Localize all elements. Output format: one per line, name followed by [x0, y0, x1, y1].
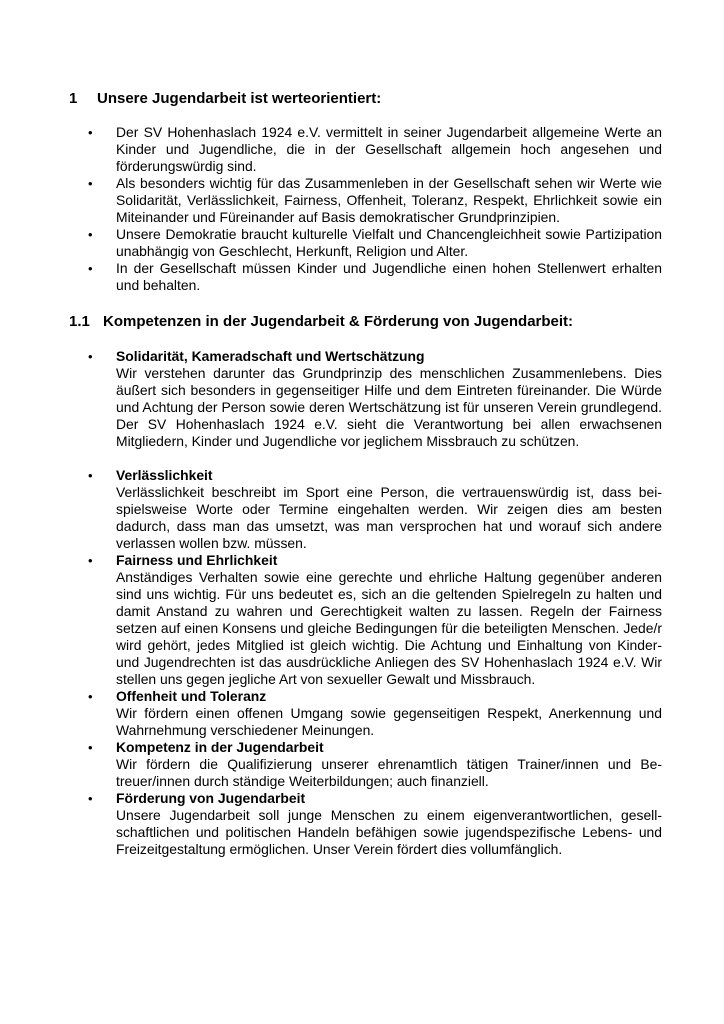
list-item: [0, 467, 724, 552]
list-item-text: In der Gesellschaft müssen Kinder und Jugendliche einen hohen Stellenwert erhalten und behalten.: [116, 260, 662, 293]
bullet-icon: •: [88, 125, 93, 140]
competencies-list: [0, 348, 724, 858]
list-item: [0, 688, 724, 739]
section-title: Unsere Jugendarbeit ist werteorientiert:: [97, 90, 382, 107]
list-item-title: Offenheit und Toleranz: [116, 688, 267, 704]
subsection-heading: [69, 313, 573, 331]
list-item: [0, 552, 724, 688]
list-item-text: Unsere Jugendarbeit soll junge Menschen zu einem eigenverantwortlichen, gesellschaftlichen und politischen Handeln befähigen sowie jugendspezifische Lebens- und Freizeitgestaltung ermöglichen. Unser Verein fördert dies vollumfänglich.: [116, 807, 662, 857]
list-item-text: Wir fördern einen offenen Umgang sowie gegenseitigen Respekt, Anerkennung und Wahrnehmung verschiedener Meinungen.: [116, 705, 662, 738]
section-number: 1: [69, 90, 78, 107]
list-item-text: Wir verstehen darunter das Grundprinzip des menschlichen Zusammenlebens. Dies äußert sich besonders in gegenseitiger Hilfe und dem Eintreten füreinander. Die Würde und Achtung der Person sowie deren Wertschätzung ist für unseren Verein grundlegend. Der SV Hohenhaslach 1924 e.V. sieht die Verantwortung bei allen erwachsenen Mitgliedern, Kinder und Jugendliche vor jeglichem Missbrauch zu schützen.: [116, 365, 662, 449]
list-item: [0, 790, 724, 858]
list-item: [0, 260, 724, 294]
bullet-icon: •: [88, 791, 93, 806]
list-item-title: Verlässlichkeit: [116, 467, 213, 483]
list-item-text: Verlässlichkeit beschreibt im Sport eine Person, die vertrauenswürdig ist, dass beispielsweise Worte oder Termine eingehalten werden. Wir zeigen dies am besten dadurch, dass man das umsetzt, was man versprochen hat und worauf sich andere verlassen wollen bzw. müssen.: [116, 484, 662, 551]
list-item-text: Als besonders wichtig für das Zusammenleben in der Gesellschaft sehen wir Werte wie Solidarität, Verlässlichkeit, Fairness, Offenheit, Toleranz, Respekt, Ehrlichkeit sowie ein Miteinander und Füreinander auf Basis demokratischer Grundprinzipien.: [116, 175, 662, 225]
list-item-text: Der SV Hohenhaslach 1924 e.V. vermittelt in seiner Jugendarbeit allgemeine Werte an Kinder und Jugendliche, die in der Gesellschaft allgemein hoch angesehen und förderungswürdig sind.: [116, 124, 662, 174]
bullet-icon: •: [88, 261, 93, 276]
bullet-icon: •: [88, 553, 93, 568]
list-item: [0, 348, 724, 450]
list-item-title: Solidarität, Kameradschaft und Wertschätzung: [116, 348, 425, 364]
bullet-icon: •: [88, 349, 93, 364]
list-item: [0, 124, 724, 175]
list-item-title: Kompetenz in der Jugendarbeit: [116, 739, 324, 755]
bullet-icon: •: [88, 227, 93, 242]
list-item-text: Unsere Demokratie braucht kulturelle Vielfalt und Chancengleichheit sowie Partizipation unabhängig von Geschlecht, Herkunft, Religion und Alter.: [116, 226, 662, 259]
bullet-icon: •: [88, 468, 93, 483]
subsection-title: Kompetenzen in der Jugendarbeit & Förderung von Jugendarbeit:: [103, 313, 574, 330]
list-item: [0, 175, 724, 226]
list-item-title: Förderung von Jugendarbeit: [116, 790, 306, 806]
list-item: [0, 226, 724, 260]
section-heading: [69, 90, 381, 108]
values-list: [0, 124, 724, 294]
list-item-title: Fairness und Ehrlichkeit: [116, 552, 278, 568]
bullet-icon: •: [88, 176, 93, 191]
list-item: [0, 739, 724, 790]
subsection-number: 1.1: [69, 313, 90, 330]
bullet-icon: •: [88, 740, 93, 755]
list-item-text: Wir fördern die Qualifizierung unserer ehrenamtlich tätigen Trainer/innen und Betreuer/innen durch ständige Weiterbildungen; auch finanziell.: [116, 756, 662, 789]
list-item-text: Anständiges Verhalten sowie eine gerechte und ehrliche Haltung gegenüber anderen sind uns wichtig. Für uns bedeutet es, sich an die geltenden Spielregeln zu halten und damit Anstand zu wahren und Gerechtigkeit walten zu lassen. Regeln der Fairness setzen auf einen Konsens und gleiche Bedingungen für die beteiligten Menschen. Jede/r wird gehört, jedes Mitglied ist gleich wichtig. Die Achtung und Einhaltung von Kinder- und Jugendrechten ist das ausdrückliche Anliegen des SV Hohenhaslach 1924 e.V. Wir stellen uns gegen jegliche Art von sexueller Gewalt und Missbrauch.: [116, 569, 662, 687]
bullet-icon: •: [88, 689, 93, 704]
